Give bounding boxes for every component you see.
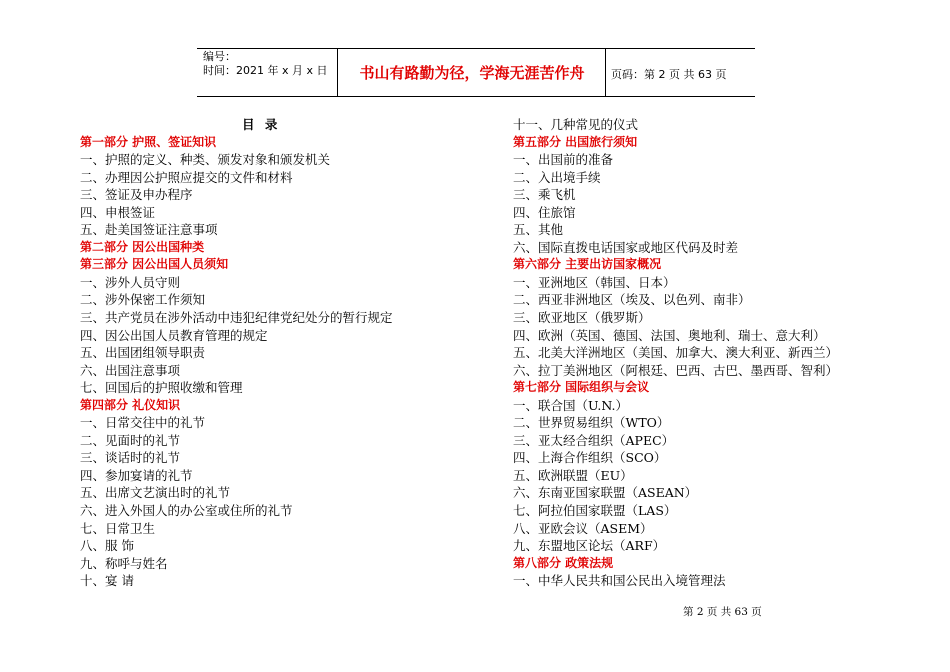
toc-part-heading: 第八部分 政策法规 <box>513 555 614 570</box>
toc-entry: 四、住旅馆 <box>513 204 576 220</box>
header-bottom-rule <box>197 96 755 97</box>
toc-entry: 九、称呼与姓名 <box>80 555 168 571</box>
toc-entry: 二、见面时的礼节 <box>80 432 181 448</box>
toc-entry: 三、签证及申办程序 <box>80 187 193 203</box>
toc-entry: 二、入出境手续 <box>513 169 601 185</box>
toc-entry: 十、宴 请 <box>80 573 134 589</box>
toc-entry: 九、东盟地区论坛（ARF） <box>513 538 666 554</box>
toc-entry: 四、申根签证 <box>80 204 156 220</box>
header-top-rule <box>197 48 755 49</box>
toc-entry: 一、出国前的准备 <box>513 152 614 168</box>
toc-part-heading: 第六部分 主要出访国家概况 <box>513 257 662 272</box>
toc-entry: 八、服 饰 <box>80 538 134 554</box>
toc-entry: 五、北美大洋洲地区（美国、加拿大、澳大利亚、新西兰） <box>513 345 839 361</box>
toc-part-heading: 第二部分 因公出国种类 <box>80 239 205 254</box>
page-footer: 第 2 页 共 63 页 <box>683 606 762 618</box>
toc-entry: 五、出席文艺演出时的礼节 <box>80 485 231 501</box>
toc-entry: 二、办理因公护照应提交的文件和材料 <box>80 169 293 185</box>
toc-entry: 六、拉丁美洲地区（阿根廷、巴西、古巴、墨西哥、智利） <box>513 362 839 378</box>
document-date: 时间：2021 年 x 月 x 日 <box>203 64 328 77</box>
toc-entry: 一、日常交往中的礼节 <box>80 415 206 431</box>
toc-entry: 一、涉外人员守则 <box>80 274 181 290</box>
toc-part-heading: 第一部分 护照、签证知识 <box>80 134 217 149</box>
toc-entry: 一、亚洲地区（韩国、日本） <box>513 274 676 290</box>
toc-entry: 一、联合国（U.N.） <box>513 397 628 413</box>
header-divider-left <box>337 48 338 96</box>
toc-left-column <box>80 116 480 590</box>
toc-entry: 二、西亚非洲地区（埃及、以色列、南非） <box>513 292 751 308</box>
toc-part-heading: 第三部分 因公出国人员须知 <box>80 257 229 272</box>
toc-entry: 三、亚太经合组织（APEC） <box>513 432 675 448</box>
toc-part-heading: 第四部分 礼仪知识 <box>80 397 181 412</box>
header-divider-right <box>605 48 606 96</box>
toc-entry: 四、上海合作组织（SCO） <box>513 450 667 466</box>
toc-entry: 四、因公出国人员教育管理的规定 <box>80 327 268 343</box>
toc-right-column <box>513 116 893 590</box>
header-meta <box>203 50 328 78</box>
toc-entry: 一、中华人民共和国公民出入境管理法 <box>513 573 726 589</box>
toc-entry: 六、进入外国人的办公室或住所的礼节 <box>80 503 293 519</box>
toc-entry: 五、出国团组领导职责 <box>80 345 206 361</box>
toc-entry: 七、回国后的护照收缴和管理 <box>80 380 243 396</box>
toc-entry: 三、谈话时的礼节 <box>80 450 181 466</box>
header-page-code: 页码：第 2 页 共 63 页 <box>611 68 727 81</box>
toc-entry: 七、日常卫生 <box>80 520 156 536</box>
toc-entry: 七、阿拉伯国家联盟（LAS） <box>513 503 677 519</box>
document-number-label: 编号： <box>203 50 236 63</box>
toc-entry: 二、世界贸易组织（WTO） <box>513 415 670 431</box>
toc-entry: 二、涉外保密工作须知 <box>80 292 206 308</box>
toc-entry: 三、乘飞机 <box>513 187 576 203</box>
toc-title: 目 录 <box>242 117 281 132</box>
toc-entry: 六、出国注意事项 <box>80 362 181 378</box>
toc-entry: 五、赴美国签证注意事项 <box>80 222 218 238</box>
header-motto: 书山有路勤为径，学海无涯苦作舟 <box>359 64 585 82</box>
toc-entry: 五、欧洲联盟（EU） <box>513 467 633 483</box>
toc-entry: 八、亚欧会议（ASEM） <box>513 520 653 536</box>
toc-entry: 六、东南亚国家联盟（ASEAN） <box>513 485 698 501</box>
toc-entry: 四、参加宴请的礼节 <box>80 467 193 483</box>
toc-entry: 六、国际直拨电话国家或地区代码及时差 <box>513 239 739 255</box>
toc-entry: 三、欧亚地区（俄罗斯） <box>513 310 651 326</box>
toc-entry: 五、其他 <box>513 222 564 238</box>
toc-part-heading: 第七部分 国际组织与会议 <box>513 380 650 395</box>
toc-entry: 四、欧洲（英国、德国、法国、奥地利、瑞士、意大利） <box>513 327 826 343</box>
toc-entry: 十一、几种常见的仪式 <box>513 117 639 132</box>
toc-part-heading: 第五部分 出国旅行须知 <box>513 134 638 149</box>
toc-entry: 三、共产党员在涉外活动中违犯纪律党纪处分的暂行规定 <box>80 310 393 326</box>
toc-entry: 一、护照的定义、种类、颁发对象和颁发机关 <box>80 152 331 168</box>
